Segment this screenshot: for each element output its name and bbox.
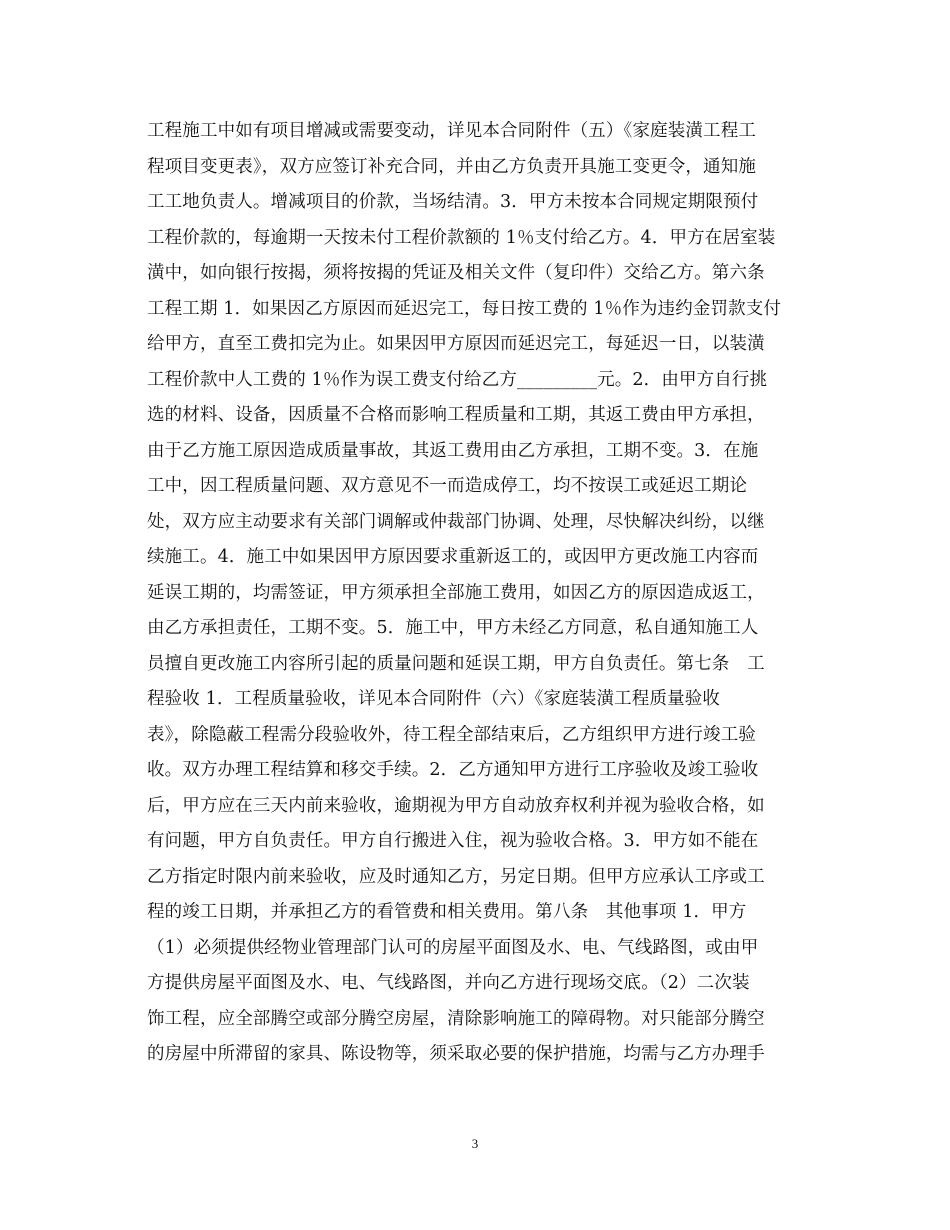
- text-line: 的房屋中所滞留的家具、陈设物等，须采取必要的保护措施，均需与乙方办理手: [147, 1044, 765, 1064]
- text-line: 员擅自更改施工内容所引起的质量问题和延误工期，甲方自负责任。第七条 工: [147, 653, 765, 674]
- text-line: 后，甲方应在三天内前来验收，逾期视为甲方自动放弃权利并视为验收合格，如: [147, 795, 765, 816]
- text-line: 乙方指定时限内前来验收，应及时通知乙方，另定日期。但甲方应承认工序或工: [147, 866, 765, 887]
- text-line: （1）必须提供经物业管理部门认可的房屋平面图及水、电、气线路图，或由甲: [147, 937, 759, 958]
- text-line: 延误工期的，均需签证，甲方须承担全部施工费用，如因乙方的原因造成返工，: [147, 582, 765, 603]
- text-line: 工中，因工程质量问题、双方意见不一而造成停工，均不按误工或延迟工期论: [147, 476, 748, 496]
- text-line: 由乙方承担责任，工期不变。5．施工中，甲方未经乙方同意，私自通知施工人: [147, 618, 759, 638]
- text-line: 潢中，如向银行按揭，须将按揭的凭证及相关文件（复印件）交给乙方。第六条: [147, 263, 765, 283]
- page-number: 3: [471, 1136, 479, 1151]
- text-line: 工程工期 1．如果因乙方原因而延迟完工，每日按工费的 1％作为违约金罚款支付: [147, 298, 782, 319]
- text-line: 工工地负责人。增减项目的价款，当场结清。3．甲方未按本合同规定期限预付: [147, 192, 759, 212]
- contract-body-text: [147, 114, 817, 1073]
- text-line: 由于乙方施工原因造成质量事故，其返工费用由乙方承担，工期不变。3．在施: [147, 440, 759, 461]
- text-line: 表》，除隐蔽工程需分段验收外，待工程全部结束后，乙方组织甲方进行竣工验: [147, 724, 756, 745]
- text-line: 程验收 1．工程质量验收，详见本合同附件（六）《家庭装潢工程质量验收: [147, 689, 721, 709]
- text-line: 工程价款的，每逾期一天按未付工程价款额的 1％支付给乙方。4．甲方在居室装: [147, 227, 776, 248]
- text-line: 有问题，甲方自负责任。甲方自行搬进入住，视为验收合格。3．甲方如不能在: [147, 831, 759, 851]
- text-line: 饰工程，应全部腾空或部分腾空房屋，清除影响施工的障碍物。对只能部分腾空: [147, 1008, 765, 1029]
- text-line: 处，双方应主动要求有关部门调解或仲裁部门协调、处理，尽快解决纠纷，以继: [147, 511, 765, 532]
- text-line: 续施工。4．施工中如果因甲方原因要求重新返工的，或因甲方更改施工内容而: [147, 547, 759, 567]
- text-line: 收。双方办理工程结算和移交手续。2．乙方通知甲方进行工序验收及竣工验收: [147, 760, 759, 780]
- text-line: 工程价款中人工费的 1％作为误工费支付给乙方_________元。2．由甲方自行挑: [147, 369, 768, 390]
- text-line: 给甲方，直至工费扣完为止。如果因甲方原因而延迟完工，每延迟一日，以装潢: [147, 334, 765, 354]
- text-line: 选的材料、设备，因质量不合格而影响工程质量和工期，其返工费由甲方承担，: [147, 405, 765, 425]
- text-line: 方提供房屋平面图及水、电、气线路图，并向乙方进行现场交底。（2）二次装: [147, 973, 750, 993]
- text-line: 程的竣工日期，并承担乙方的看管费和相关费用。第八条 其他事项 1．甲方: [147, 902, 747, 922]
- text-line: 程项目变更表》，双方应签订补充合同，并由乙方负责开具施工变更令，通知施: [147, 156, 756, 177]
- text-line: 工程施工中如有项目增减或需要变动，详见本合同附件（五）《家庭装潢工程工: [147, 121, 756, 141]
